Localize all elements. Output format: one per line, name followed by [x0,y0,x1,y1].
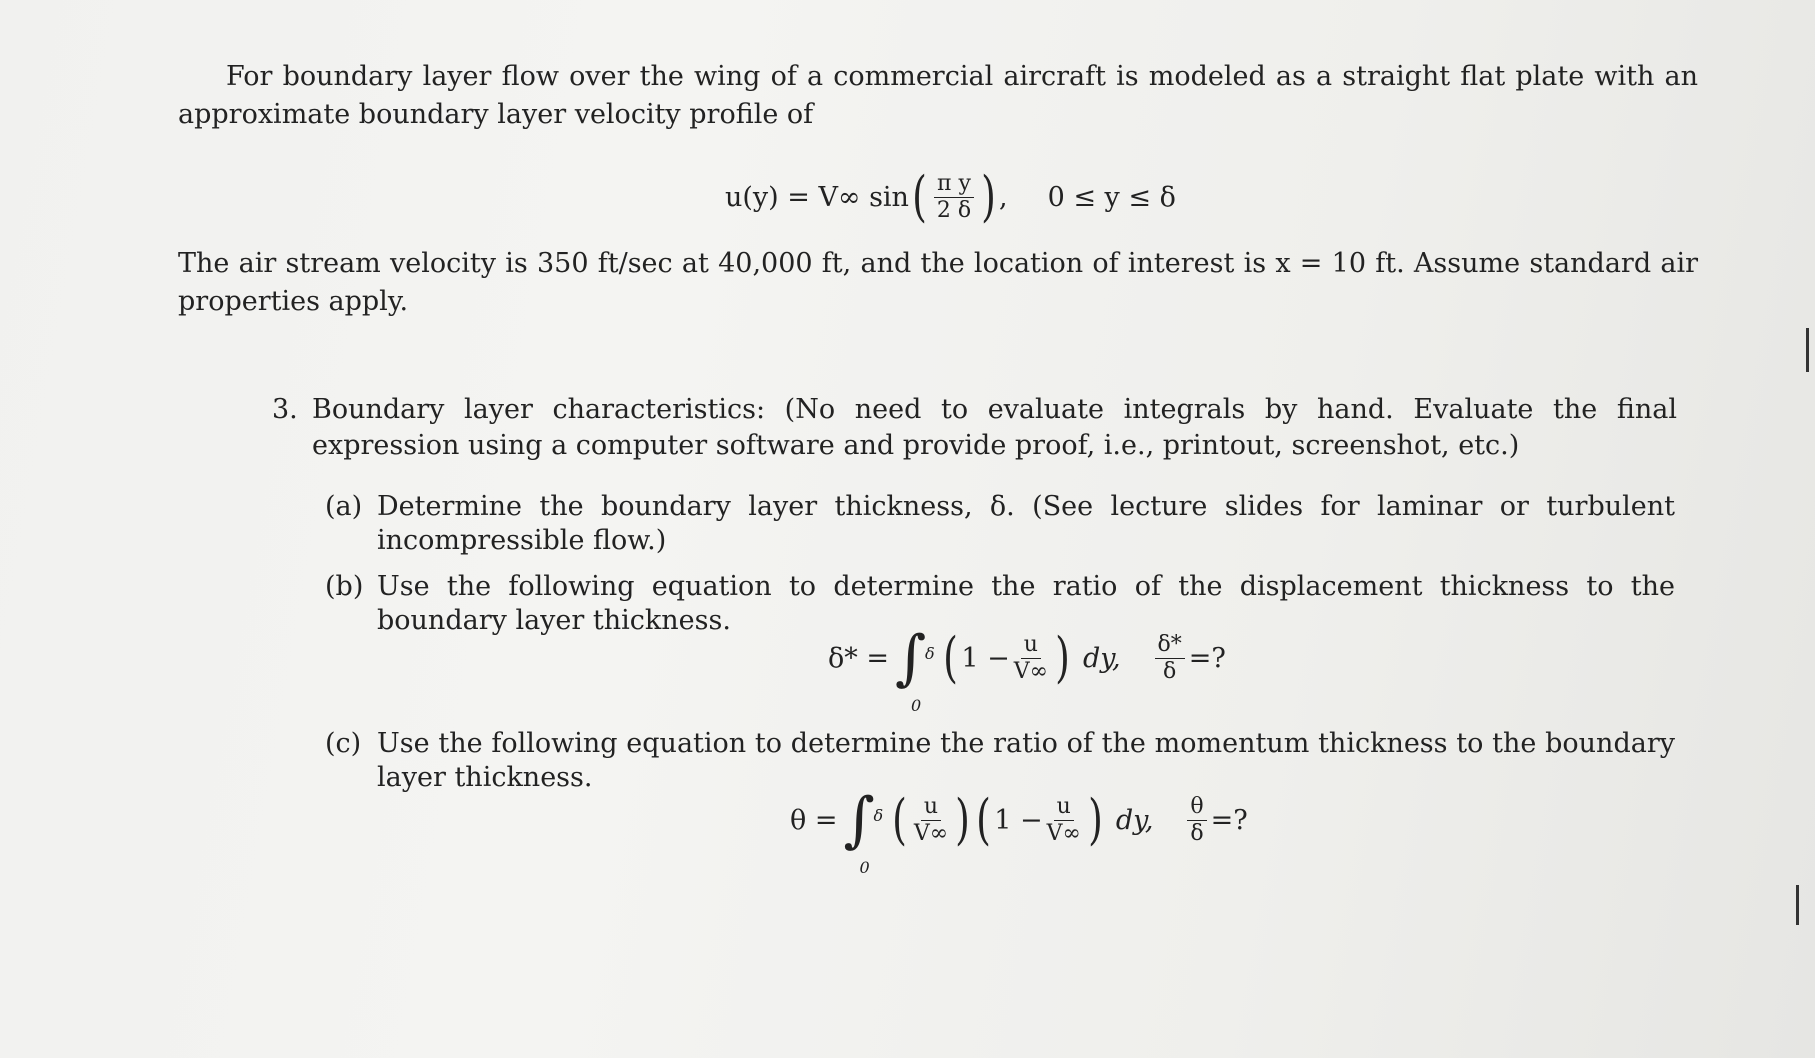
eq2-ratio: $\frac{\delta*}{\delta}$ [1155,632,1185,685]
integral-sign: ∫ δ 0 [843,785,884,877]
part-c-text: Use the following equation to determine the ratio of the momentum thickness to the boundary layer thickness. [377,728,1675,793]
intro-paragraph: For boundary layer flow over the wing of a commercial aircraft is modeled as a straight flat plate with an approximate boundary layer velocity profile of [178,61,1698,130]
question-number: 3. [272,394,298,425]
question-text: Boundary layer characteristics: (No need to evaluate integrals by hand. Evaluate the final expression using a computer software and provide proof, i.e., printout, screenshot, etc.) [312,394,1677,461]
eq1-lhs: u(y) = V∞ sin [725,181,909,213]
eq1-range: 0 ≤ y ≤ δ [1047,181,1176,213]
margin-mark [1806,328,1809,372]
velocity-profile-equation: u(y) = V∞ sin ( $\frac{\text{π y}}{2 \delta}$ ) , 0 ≤ y ≤ δ [725,165,1176,228]
momentum-thickness-equation: θ = ∫ δ 0 ( $\frac{u}{V\infty}$ ) ( 1 − $\frac{u}{V\infty}$ ) dy, $\frac{\theta}{\delta}$ =? [790,785,1248,877]
margin-mark [1796,885,1799,925]
part-b-text: Use the following equation to determine the ratio of the displacement thickness to the boundary layer thickness. [377,571,1675,636]
air-stream-paragraph: The air stream velocity is 350 ft/sec at 40,000 ft, and the location of interest is x = 10 ft. Assume standard air properties apply. [178,248,1698,317]
eq2-lhs: δ* = [828,642,889,674]
integral-sign: ∫ δ 0 [894,623,935,715]
displacement-thickness-equation: δ* = ∫ δ 0 ( 1 − $\frac{u}{V\infty}$ ) dy, $\frac{\delta*}{\delta}$ =? [828,623,1226,715]
eq1-fraction: $\frac{\text{π y}}{2 \delta}$ [934,171,974,224]
eq3-ratio: $\frac{\theta}{\delta}$ [1187,794,1206,847]
part-c-label: (c) [325,728,362,759]
part-b-label: (b) [325,571,364,602]
part-a-label: (a) [325,491,363,522]
eq3-lhs: θ = [790,804,838,836]
part-a-text: Determine the boundary layer thickness, δ. (See lecture slides for laminar or turbulent incompressible flow.) [377,491,1675,556]
